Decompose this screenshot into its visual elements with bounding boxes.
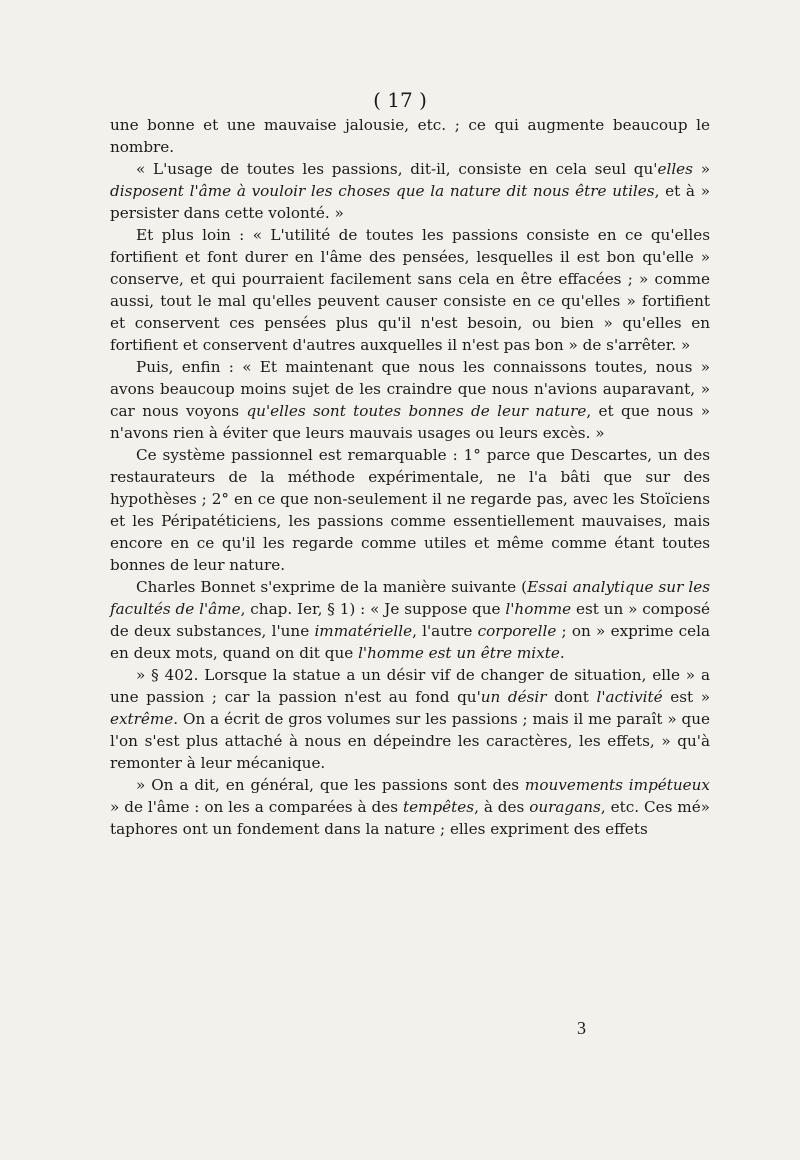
text-run: , et que nous » n'avons rien à éviter que leurs mauvais usages ou leurs excès. » [110,402,711,442]
italic-text: l'homme [505,600,572,618]
text-run: . On a écrit de gros volumes sur les passions ; mais il me paraît » que l'on s'est plus attaché à nous en dépeindre les caractères, les effets, » qu'à remonter à leur mécanique. [110,710,710,772]
paragraph [110,774,710,840]
text-run: ; on » exprime cela en deux mots, quand on dit que [110,622,710,662]
page-number: ( 17 ) [373,88,427,112]
text-run: » On a dit, en général, que les passions sont des [136,776,525,794]
italic-text: mouvements impétueux [524,776,710,794]
text-run: une bonne et une mauvaise jalousie, etc. ; ce qui augmente beaucoup le nombre. [110,116,710,156]
italic-text: qu'elles sont toutes bonnes de leur nature [246,402,587,420]
body-text [110,114,710,840]
text-run: . [559,644,565,662]
paragraph [110,158,710,224]
italic-text: elles [657,160,693,178]
text-run: Charles Bonnet s'exprime de la manière suivante ( [136,578,528,596]
text-run: , etc. Ces mé» taphores ont un fondement dans la nature ; elles expriment des effets [110,798,710,838]
text-run: , à des [474,798,530,816]
paragraph [110,664,710,774]
printer-signature-mark: 3 [577,1018,586,1038]
text-run: , chap. Ier, § 1) : « Je suppose que [240,600,506,618]
paragraph [110,576,710,664]
text-run: » de l'âme : on les a comparées à des [110,798,403,816]
text-run: est » [662,688,710,706]
italic-text: ouragans [529,798,601,816]
text-run: » § 402. Lorsque la statue a un désir vif de changer de situation, elle » a une passion ; car la passion n'est au fond qu' [110,666,710,706]
paragraph [110,224,710,356]
italic-text: immatérielle [314,622,413,640]
text-run: , et à » persister dans cette volonté. » [110,182,710,222]
text-run: » [692,160,710,178]
italic-text: disposent l'âme à vouloir les choses que la nature dit nous être utiles [110,182,655,200]
text-run: dont [546,688,597,706]
paragraph [110,356,710,444]
italic-text: l'homme est un être mixte [358,644,560,662]
text-run: est un » composé de deux substances, l'une [110,600,710,640]
paragraph [110,444,710,576]
text-run: Ce système passionnel est remarquable : 1° parce que Descartes, un des restaurateurs de la méthode expérimentale, ne l'a bâti que sur des hypothèses ; 2° en ce que non-seulement il ne regarde pas, avec les Stoïciens et les Péripatéticiens, les passions comme essentiellement mauvaises, mais encore en ce qu'il les regarde comme utiles et même comme étant toutes bonnes de leur nature. [110,446,710,574]
paragraph [110,114,710,158]
italic-text: extrême [110,710,174,728]
italic-text: corporelle [477,622,557,640]
text-run: , l'autre [412,622,478,640]
italic-text: un désir [480,688,547,706]
text-run: Et plus loin : « L'utilité de toutes les passions consiste en ce qu'elles fortifient et font durer en l'âme des pensées, lesquelles il est bon qu'elle » conserve, et qui pourraient facilement sans cela en être effacées ; » comme aussi, tout le mal qu'elles peuvent causer consiste en ce qu'elles » fortifient et conservent ces pensées plus qu'il n'est besoin, ou bien » qu'elles en fortifient et conservent d'autres auxquelles il n'est pas bon » de s'arrêter. » [110,226,710,354]
italic-text: l'activité [596,688,663,706]
text-run: « L'usage de toutes les passions, dit-il, consiste en cela seul qu' [136,160,658,178]
italic-text: Essai analytique sur les facultés de l'âme [110,578,710,618]
italic-text: tempêtes [402,798,475,816]
text-run: Puis, enfin : « Et maintenant que nous les connaissons toutes, nous » avons beaucoup moins sujet de les craindre que nous n'avions auparavant, » car nous voyons [110,358,710,420]
